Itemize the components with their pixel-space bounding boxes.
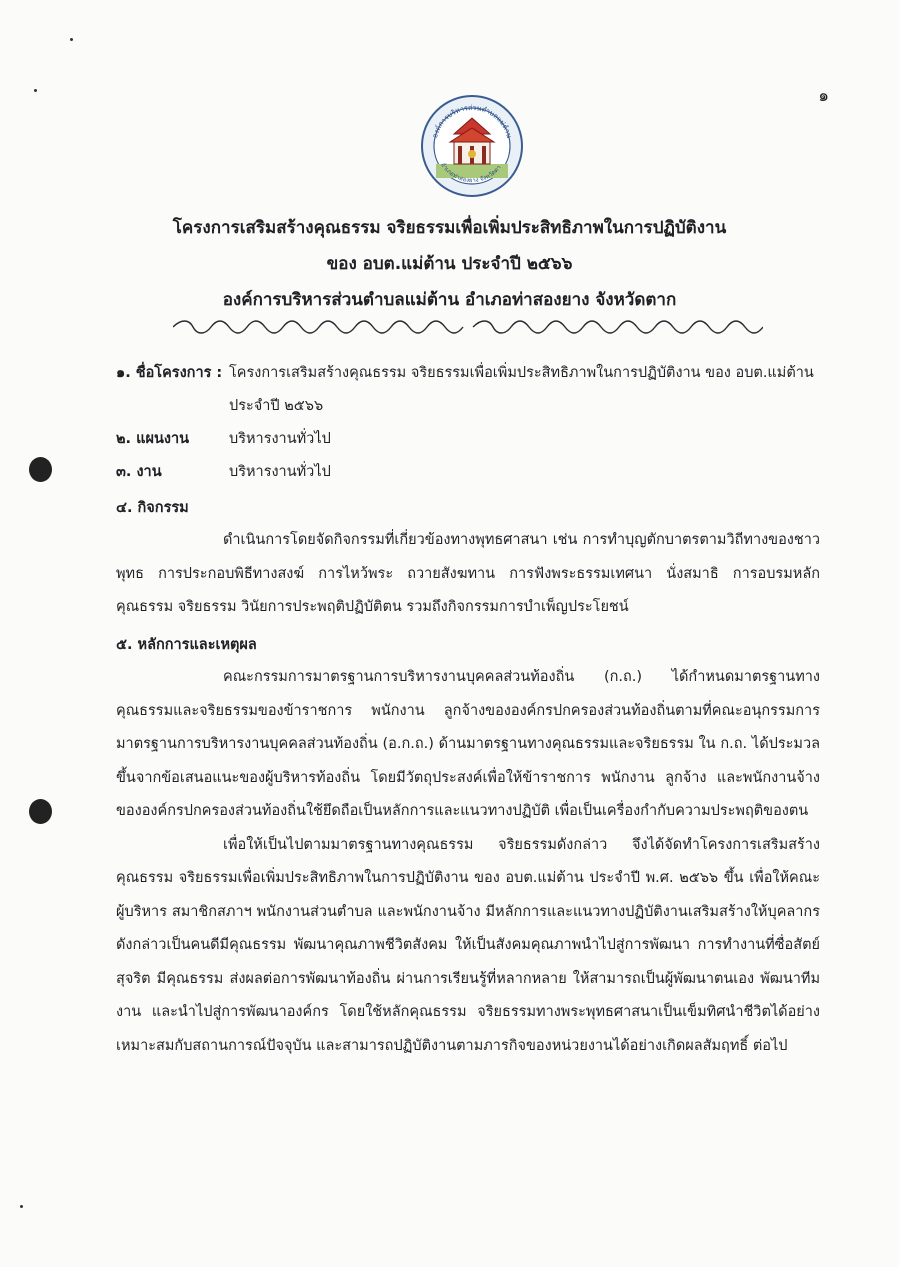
project-name-value-cont: ประจำปี ๒๕๖๖ xyxy=(229,398,324,414)
plan-value: บริหารงานทั่วไป xyxy=(229,431,331,447)
organization-logo xyxy=(420,94,524,198)
rationale-text xyxy=(116,661,820,1063)
binder-hole-top xyxy=(29,457,52,482)
plan-label: ๒. แผนงาน xyxy=(116,431,190,447)
scan-speck xyxy=(70,38,73,41)
activities-text xyxy=(116,524,820,625)
activities-heading: ๔. กิจกรรม xyxy=(116,500,189,516)
project-name-label: ๑. ชื่อโครงการ : xyxy=(116,365,223,381)
logo-top-text: องค์การบริหารส่วนตำบลแม่ต้าน xyxy=(430,103,514,139)
scan-speck xyxy=(20,1205,23,1208)
binder-hole-bottom xyxy=(29,799,52,824)
scan-speck xyxy=(34,89,37,92)
project-name-value: โครงการเสริมสร้างคุณธรรม จริยธรรมเพื่อเพิ่มประสิทธิภาพในการปฏิบัติงาน ของ อบต.แม่ต้าน xyxy=(229,365,814,381)
rationale-paragraph-2: เพื่อให้เป็นไปตามมาตรฐานทางคุณธรรม จริยธรรมดังกล่าว จึงได้จัดทำโครงการเสริมสร้างคุณธรรม จริยธรรมเพื่อเพิ่มประสิทธิภาพในการปฏิบัติงาน ของ อบต.แม่ต้าน ประจำปี พ.ศ. ๒๕๖๖ ขึ้น เพื่อให้คณะผู้บริหาร สมาชิกสภาฯ พนักงานส่วนตำบล และพนักงานจ้าง มีหลักการและแนวทางปฏิบัติงานเสริมสร้างให้บุคลากรดังกล่าวเป็นคนดีมีคุณธรรม พัฒนาคุณภาพชีวิตสังคม ให้เป็นสังคมคุณภาพนำไปสู่การพัฒนา การทำงานที่ซื่อสัตย์สุจริต มีคุณธรรม ส่งผลต่อการพัฒนาท้องถิ่น ผ่านการเรียนรู้ที่หลากหลาย ให้สามารถเป็นผู้พัฒนาตนเอง พัฒนาทีมงาน และนำไปสู่การพัฒนาองค์กร โดยใช้หลักคุณธรรม จริยธรรมทางพระพุทธศาสนาเป็นเข็มทิศนำชีวิตได้อย่างเหมาะสมกับสถานการณ์ปัจจุบัน และสามารถปฏิบัติงานตามภารกิจของหน่วยงานได้อย่างเกิดผลสัมฤทธิ์ ต่อไป xyxy=(116,836,820,1054)
rationale-paragraph-1: คณะกรรมการมาตรฐานการบริหารงานบุคคลส่วนท้องถิ่น (ก.ถ.) ได้กำหนดมาตรฐานทางคุณธรรมและจริยธรรมของข้าราชการ พนักงาน ลูกจ้างขององค์กรปกครองส่วนท้องถิ่นตามที่คณะอนุกรรมการมาตรฐานการบริหารงานบุคคลส่วนท้องถิ่น (อ.ก.ถ.) ด้านมาตรฐานทางคุณธรรมและจริยธรรม ใน ก.ถ. ได้ประมวลขึ้นจากข้อเสนอแนะของผู้บริหารท้องถิ่น โดยมีวัตถุประสงค์เพื่อให้ข้าราชการ พนักงาน ลูกจ้าง และพนักงานจ้างขององค์กรปกครองส่วนท้องถิ่นใช้ยึดถือเป็นหลักการและแนวทางปฏิบัติ เพื่อเป็นเครื่องกำกับความประพฤติของตน xyxy=(116,669,820,819)
work-label: ๓. งาน xyxy=(116,464,162,480)
document-title xyxy=(0,210,899,318)
ornament-divider xyxy=(173,318,763,336)
activities-paragraph: ดำเนินการโดยจัดกิจกรรมที่เกี่ยวข้องทางพุทธศาสนา เช่น การทำบุญตักบาตรตามวิถีทางของชาวพุทธ การประกอบพิธีทางสงฆ์ การไหว้พระ ถวายสังฆทาน การฟังพระธรรมเทศนา นั่งสมาธิ การอบรมหลักคุณธรรม จริยธรรม วินัยการประพฤติปฏิบัติตน รวมถึงกิจกรรมการบำเพ็ญประโยชน์ xyxy=(116,532,820,615)
logo-bottom-text: อำเภอท่าสองยาง จังหวัดตา xyxy=(439,161,503,185)
title-line-1: โครงการเสริมสร้างคุณธรรม จริยธรรมเพื่อเพิ่มประสิทธิภาพในการปฏิบัติงาน xyxy=(172,218,727,238)
title-line-3: องค์การบริหารส่วนตำบลแม่ต้าน อำเภอท่าสองยาง จังหวัดตาก xyxy=(222,290,677,310)
work-value: บริหารงานทั่วไป xyxy=(229,464,331,480)
title-line-2: ของ อบต.แม่ต้าน ประจำปี ๒๕๖๖ xyxy=(326,254,573,274)
rationale-heading: ๕. หลักการและเหตุผล xyxy=(116,637,257,653)
page-number: ๑ xyxy=(818,86,829,106)
